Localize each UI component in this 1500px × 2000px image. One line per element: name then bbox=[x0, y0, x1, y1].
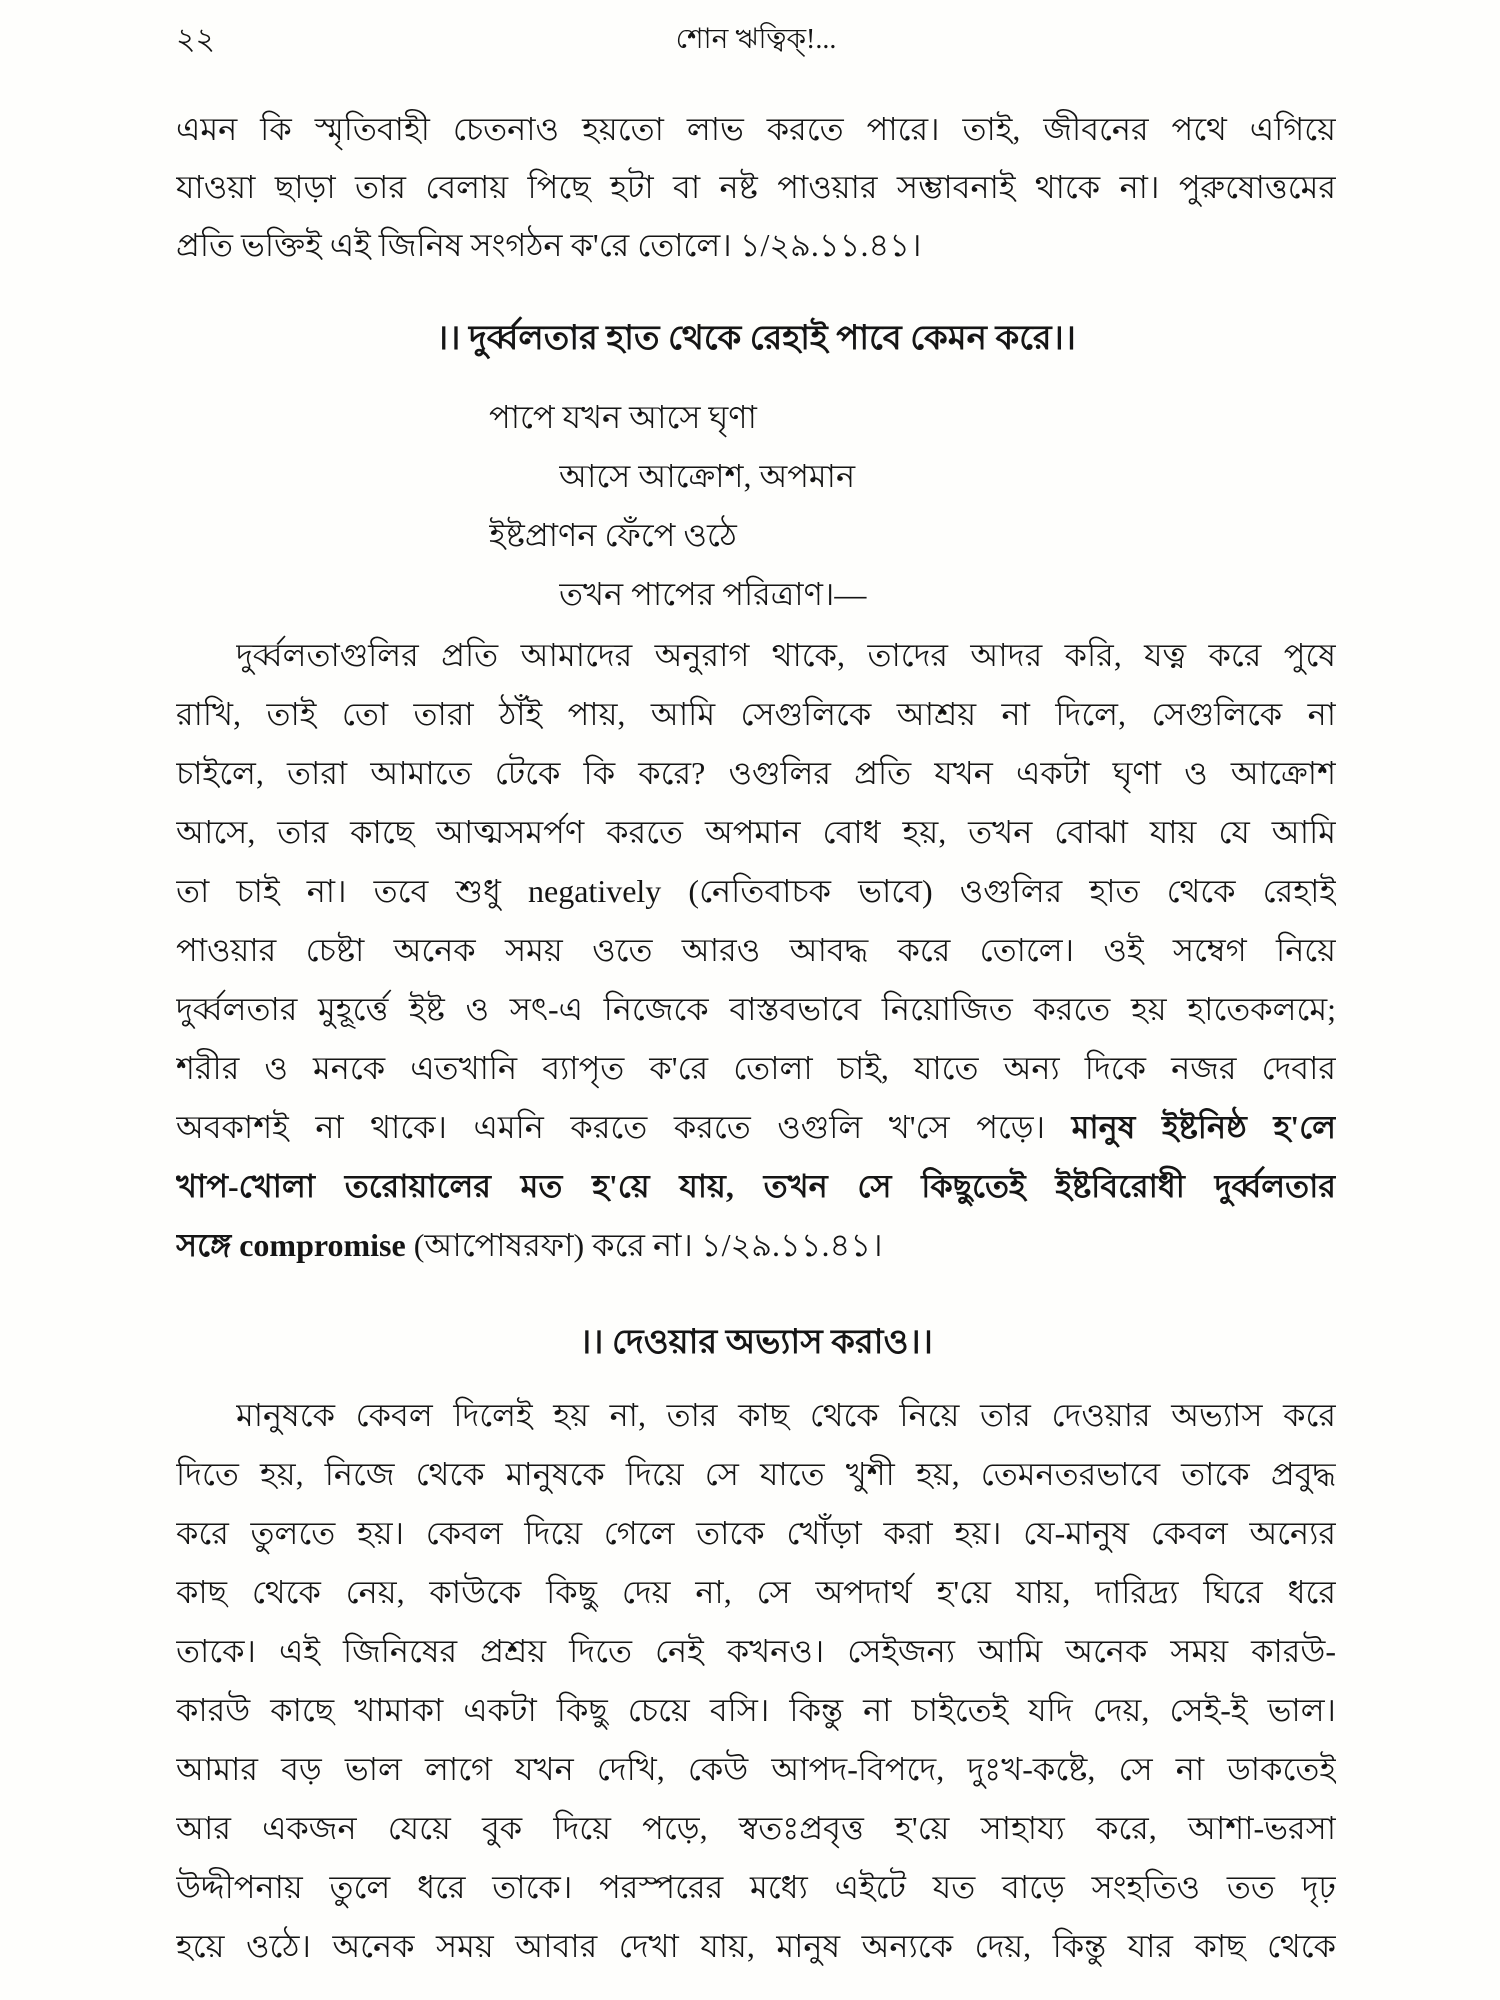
running-title: শোন ঋত্বিক্!... bbox=[675, 24, 837, 55]
paragraph-line: উদ্দীপনায় তুলে ধরে তাকে। পরস্পরের মধ্যে এইটে যত বাড়ে সংহতিও তত দৃঢ় bbox=[176, 1869, 1336, 1905]
paragraph-line: যাওয়া ছাড়া তার বেলায় পিছে হটা বা নষ্ট পাওয়ার সম্ভাবনাই থাকে না। পুরুষোত্তমের bbox=[176, 169, 1336, 205]
text-run: পাওয়ার চেষ্টা অনেক সময় ওতে আরও আবদ্ধ করে তোলে। ওই সম্বেগ নিয়ে bbox=[176, 932, 1336, 968]
text-run: অবকাশই না থাকে। এমনি করতে করতে ওগুলি খ'সে পড়ে। bbox=[176, 1109, 1072, 1145]
text-run: তা চাই না। তবে শুধু negatively (নেতিবাচক ভাবে) ওগুলির হাত থেকে রেহাই bbox=[176, 873, 1336, 909]
paragraph-line bbox=[176, 1157, 1336, 1216]
verse-line: তখন পাপের পরিত্রাণ।— bbox=[559, 576, 867, 612]
verse-line: ইষ্টপ্রাণন ফেঁপে ওঠে bbox=[489, 517, 737, 553]
paragraph-line: কারউ কাছে খামাকা একটা কিছু চেয়ে বসি। কিন্তু না চাইতেই যদি দেয়, সেই-ই ভাল। bbox=[176, 1692, 1336, 1728]
paragraph-line: মানুষকে কেবল দিলেই হয় না, তার কাছ থেকে নিয়ে তার দেওয়ার অভ্যাস করে bbox=[236, 1397, 1336, 1433]
paragraph-line: করে তুলতে হয়। কেবল দিয়ে গেলে তাকে খোঁড়া করা হয়। যে-মানুষ কেবল অন্যের bbox=[176, 1515, 1336, 1551]
text-run: শরীর ও মনকে এতখানি ব্যাপৃত ক'রে তোলা চাই, যাতে অন্য দিকে নজর দেবার bbox=[176, 1050, 1336, 1086]
paragraph-line: দিতে হয়, নিজে থেকে মানুষকে দিয়ে সে যাতে খুশী হয়, তেমনতরভাবে তাকে প্রবুদ্ধ bbox=[176, 1456, 1336, 1492]
text-run: রাখি, তাই তো তারা ঠাঁই পায়, আমি সেগুলিকে আশ্রয় না দিলে, সেগুলিকে না bbox=[176, 696, 1336, 732]
section-heading: ।। দুর্ব্বলতার হাত থেকে রেহাই পাবে কেমন করে।। bbox=[436, 320, 1076, 357]
paragraph-line: কাছ থেকে নেয়, কাউকে কিছু দেয় না, সে অপদার্থ হ'য়ে যায়, দারিদ্র্য ঘিরে ধরে bbox=[176, 1574, 1336, 1610]
paragraph-line: প্রতি ভক্তিই এই জিনিষ সংগঠন ক'রে তোলে। ১/২৯.১১.৪১। bbox=[176, 227, 922, 263]
paragraph-line: এমন কি স্মৃতিবাহী চেতনাও হয়তো লাভ করতে পারে। তাই, জীবনের পথে এগিয়ে bbox=[176, 111, 1336, 147]
paragraph-line bbox=[176, 862, 1336, 921]
emphasized-text-run: মানুষ ইষ্টনিষ্ঠ হ'লে bbox=[1071, 1109, 1336, 1145]
emphasized-text-run: খাপ-খোলা তরোয়ালের মত হ'য়ে যায়, তখন সে কিছুতেই ইষ্টবিরোধী দুর্ব্বলতার bbox=[176, 1168, 1336, 1204]
paragraph-line bbox=[176, 980, 1336, 1039]
paragraph-line: আর একজন যেয়ে বুক দিয়ে পড়ে, স্বতঃপ্রবৃত্ত হ'য়ে সাহায্য করে, আশা-ভরসা bbox=[176, 1810, 1336, 1846]
text-run: চাইলে, তারা আমাতে টেকে কি করে? ওগুলির প্রতি যখন একটা ঘৃণা ও আক্রোশ bbox=[176, 755, 1336, 791]
emphasized-text-run: সঙ্গে compromise bbox=[176, 1227, 406, 1263]
text-run: আসে, তার কাছে আত্মসমর্পণ করতে অপমান বোধ হয়, তখন বোঝা যায় যে আমি bbox=[176, 814, 1336, 850]
text-run: দুর্ব্বলতার মুহূর্ত্তে ইষ্ট ও সৎ-এ নিজেকে বাস্তবভাবে নিয়োজিত করতে হয় হাতেকলমে; bbox=[176, 991, 1336, 1027]
verse-line: আসে আক্রোশ, অপমান bbox=[559, 458, 856, 494]
verse-line: পাপে যখন আসে ঘৃণা bbox=[489, 399, 757, 435]
section-heading: ।। দেওয়ার অভ্যাস করাও।। bbox=[579, 1324, 933, 1361]
paragraph-line bbox=[176, 685, 1336, 744]
page-header bbox=[176, 14, 1336, 66]
text-run: দুর্ব্বলতাগুলির প্রতি আমাদের অনুরাগ থাকে, তাদের আদর করি, যত্ন করে পুষে bbox=[236, 637, 1336, 673]
paragraph-line: আমার বড় ভাল লাগে যখন দেখি, কেউ আপদ-বিপদে, দুঃখ-কষ্টে, সে না ডাকতেই bbox=[176, 1751, 1336, 1787]
paragraph-line bbox=[176, 921, 1336, 980]
paragraph-line bbox=[176, 1098, 1336, 1157]
paragraph-line bbox=[176, 744, 1336, 803]
paragraph-line bbox=[176, 803, 1336, 862]
paragraph-line bbox=[236, 626, 1336, 685]
page-number: ২২ bbox=[176, 23, 216, 56]
text-run: (আপোষরফা) করে না। ১/২৯.১১.৪১। bbox=[405, 1227, 883, 1263]
paragraph-line: তাকে। এই জিনিষের প্রশ্রয় দিতে নেই কখনও। সেইজন্য আমি অনেক সময় কারউ- bbox=[176, 1633, 1336, 1669]
paragraph-line bbox=[176, 1216, 1336, 1275]
paragraph-line: হয়ে ওঠে। অনেক সময় আবার দেখা যায়, মানুষ অন্যকে দেয়, কিন্তু যার কাছ থেকে bbox=[176, 1928, 1336, 1964]
paragraph-line bbox=[176, 1039, 1336, 1098]
